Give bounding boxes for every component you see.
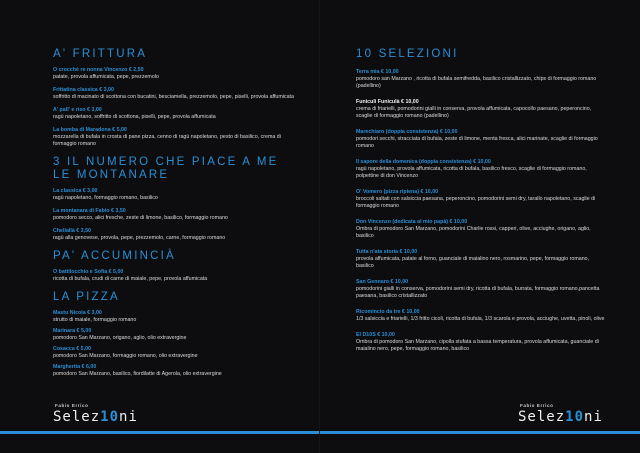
brand-number: 10 [565,409,585,425]
item-desc: crema di friarielli, pomodorini gialli in conserva, provola affumicata, capocollo paesano, peperoncino, scaglie di formaggio romano (padellino) [356,106,592,119]
brand-owner: Fabio Errico [55,403,89,408]
left-menu-column [53,48,303,382]
item-name: Marechiaro (doppia consistenza) € 10,00 [356,129,458,135]
item-desc: ragù napoletano, provola affumicata, ricotta di bufala, basilico fresco, scaglie di formaggio romano, polpettine di don Vincenzo [356,166,587,179]
brand-word-b: ni [584,409,603,425]
item-desc: pomodoro San Marzano, origano, aglio, olio extravergine [53,335,187,341]
item-name: O crocchè re nonna Vincenzo € 2,50 [53,67,144,73]
item-desc: ragù napoletano, soffritto di scottona, piselli, pepe, provola affumicata [53,114,216,120]
item-desc: pomodori secchi, stracciata di bufala, zeste di limone, menta fresca, alici marinate, scaglie di formaggio romano [356,136,598,149]
menu-item [53,107,303,121]
brand-wordmark [518,409,603,425]
item-desc: broccoli saltati con salsiccia paesana, peperoncino, pomodorini semi dry, tarallo napoletano, scaglie di formaggio romano [356,196,596,209]
item-desc: pomodorini gialli in conserva, pomodorini semi dry, ricotta di bufala, burrata, formaggio romano,pancetta paesana, basilico cristallizzato [356,286,600,299]
item-desc: Ombra di pomodoro San Marzano, pomodorini Charlie rossi, capperi, olive, acciughe, origano, aglio, basilico [356,226,591,239]
brand-word-b: ni [119,409,138,425]
brand-owner: Fabio Errico [520,403,554,408]
section-title-pizza: LA PIZZA [53,291,120,303]
item-name: La classica € 3,00 [53,188,98,194]
item-name: Il sapore della domenica (doppia consistenza) € 10,00 [356,159,491,165]
menu-item [53,188,303,202]
section-title-frittura: A' FRITTURA [53,48,148,60]
menu-item [53,208,303,222]
frittura-list [53,67,303,148]
brand-logo [53,403,138,429]
menu-item [356,219,606,240]
item-desc: strutto di maiale, formaggio romano [53,317,137,323]
item-desc: pomodoro san Marzano , ricotta di bufala semifredda, basilico cristallizzato, chips di formaggio romano (padellino) [356,76,597,89]
menu-item [53,67,303,81]
item-name: Mastu Nicola € 3,00 [53,310,102,316]
item-name: La bomba di Maradona € 5,00 [53,127,127,133]
montanare-list [53,188,303,242]
item-name: Chellallà € 3,50 [53,228,91,234]
menu-item [356,189,606,210]
item-desc: ragù alla genovese, provola, pepe, prezzemolo, carne, formaggio romano [53,235,226,241]
item-desc: 1/3 salsiccia e friarielli, 1/3 fritto cicoli, ricotta di bufala, 1/3 scarola e provola, acciughe, uvetta, pinoli, olive [356,316,605,322]
footer-accent-line [0,431,320,434]
menu-item [356,309,606,323]
item-name: Funiculì Funiculà € 10,00 [356,99,419,105]
item-desc: Ombra di pomodoro San Marzano, cipolla stufata a bassa temperatura, provola affumicata, guanciale di maialino nero, pepe, formaggio romano, basilico [356,339,599,352]
menu-item [356,279,606,300]
item-name: Cosacca € 5,00 [53,346,91,352]
item-desc: pomodoro San Marzano, formaggio romano, olio extravergine [53,353,198,359]
item-name: Marinara € 5,00 [53,328,92,334]
item-desc: pomodoro San Marzano, basilico, fiordilatte di Agerola, olio extravergine [53,371,222,377]
menu-item [356,332,606,353]
item-name: La montanara di Fabio € 3,50 [53,208,126,214]
menu-item [356,159,606,180]
brand-logo [518,403,603,429]
item-name: El D10S € 10,00 [356,332,395,338]
menu-item [53,346,303,360]
item-desc: ragù napoletano, formaggio romano, basilico [53,195,158,201]
menu-item [53,364,303,378]
menu-item [53,127,303,148]
section-title-montanare-line2: LE MONTANARE [53,169,170,181]
menu-item [356,129,606,150]
item-name: Ricomincio da tre € 10,00 [356,309,420,315]
item-name: Frittatina classica € 3,00 [53,87,114,93]
right-page [320,0,640,453]
menu-item [53,310,303,324]
brand-word-a: Selez [53,409,101,425]
item-desc: soffritto di macinato di scottona con bucatini, besciamella, prezzemolo, pepe, piselli, provola affumicata [53,94,294,100]
item-desc: mozzarella di bufala in crosta di pane pizza, cenno di ragù napoletano, pesto di basilico, crema di formaggio romano [53,134,281,147]
item-desc: provola affumicata, patate al forno, guanciale di maialino nero, rosmarino, pepe, formaggio romano, basilico [356,256,590,269]
right-menu-column [356,48,606,362]
item-desc: ricotta di bufala, crudi di carne di maiale, pepe, provola affumicata [53,276,208,282]
menu-item [53,87,303,101]
item-name: Don Vincenzo (dedicata al mio papà) € 10,00 [356,219,468,225]
pizza-list [53,310,303,378]
item-name: O battilocchio e Sofia € 5,00 [53,269,124,275]
section-title-selezioni: 10 SELEZIONI [356,48,459,60]
menu-item [356,99,606,120]
selezioni-list [356,69,606,353]
menu-item [356,249,606,270]
item-name: Terra mia € 10,00 [356,69,399,75]
brand-word-a: Selez [518,409,566,425]
brand-wordmark [53,409,138,425]
item-name: A' pall' e riso € 3,00 [53,107,102,113]
section-title-accumincia: PA' ACCUMINCIÀ [53,250,176,262]
footer-accent-line [320,431,640,434]
section-title-montanare-line1: 3 IL NUMERO CHE PIACE A ME [53,156,279,168]
menu-item [53,269,303,283]
menu-item [53,228,303,242]
menu-item [356,69,606,90]
item-name: O' Vomero (pizza ripiena) € 10,00 [356,189,439,195]
accumincia-list [53,269,303,283]
item-name: Margherita € 6,00 [53,364,97,370]
brand-number: 10 [100,409,120,425]
item-name: San Gennaro € 10,00 [356,279,409,285]
menu-item [53,328,303,342]
item-desc: patate, provola affumicata, pepe, prezzemolo [53,74,159,80]
item-desc: pomodoro secco, alici fresche, zeste di limone, basilico, formaggio romano [53,215,228,221]
item-name: Tutta n'ata storia € 10,00 [356,249,418,255]
